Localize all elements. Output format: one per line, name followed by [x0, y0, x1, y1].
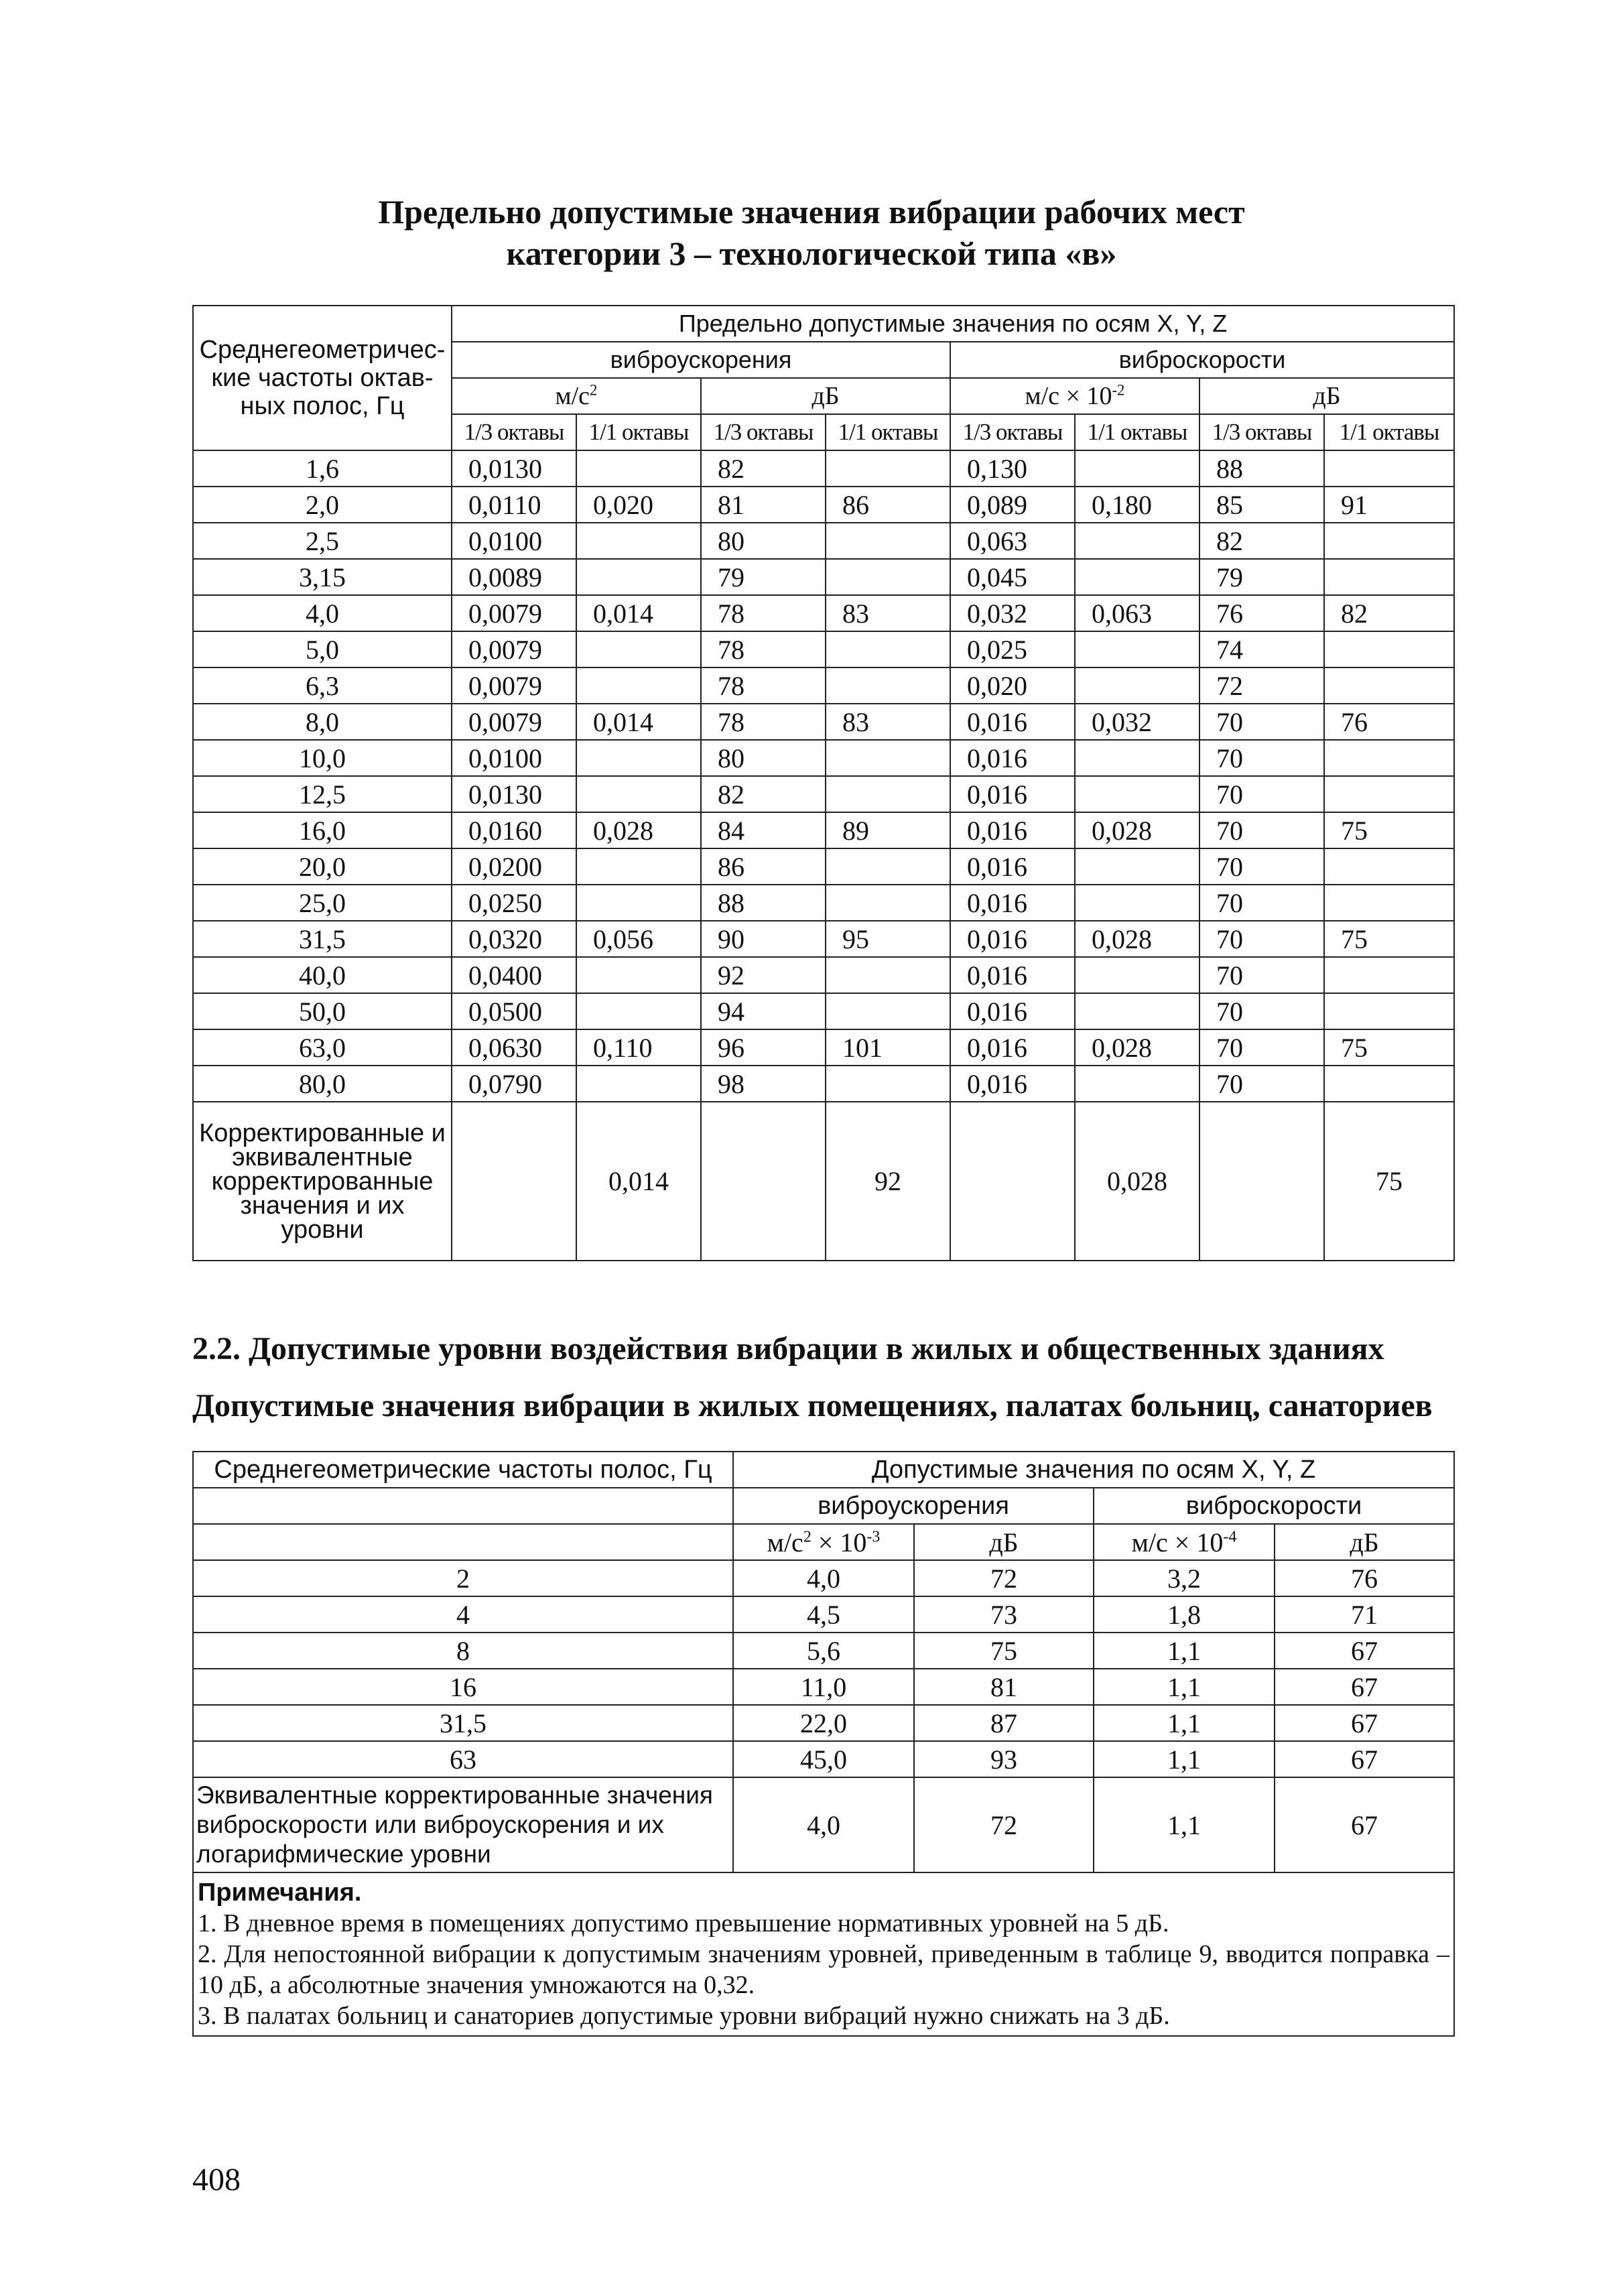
table-cell: 1,1: [1094, 1741, 1275, 1777]
table-cell: [1324, 776, 1454, 812]
table-cell: 4,0: [733, 1777, 914, 1872]
table-cell: [701, 1102, 826, 1261]
table-cell: 0,028: [1075, 812, 1199, 848]
table-footer-row: [193, 1102, 1454, 1261]
frequency-cell: 8,0: [193, 704, 452, 740]
table-cell: [1075, 1066, 1199, 1102]
table-cell: 0,130: [950, 450, 1075, 487]
frequency-cell: 31,5: [193, 921, 452, 957]
section-heading: 2.2. Допустимые уровни воздействия вибрации в жилых и общественных зданиях: [192, 1331, 1384, 1366]
table-cell: 0,0790: [452, 1066, 576, 1102]
velocity-db-unit: дБ: [1275, 1524, 1454, 1560]
frequency-cell: 16: [193, 1669, 733, 1705]
table-cell: 72: [914, 1560, 1094, 1596]
table-cell: 78: [701, 704, 826, 740]
group-header: Предельно допустимые значения по осям X, Y, Z: [452, 306, 1454, 342]
table-cell: 81: [701, 487, 826, 523]
table-row: [193, 1669, 1454, 1705]
table-cell: 0,016: [950, 885, 1075, 921]
frequency-cell: 40,0: [193, 957, 452, 993]
table-cell: 1,8: [1094, 1596, 1275, 1633]
acceleration-header: виброускорения: [733, 1488, 1094, 1524]
table-cell: 101: [826, 1029, 950, 1066]
table-cell: 70: [1199, 957, 1324, 993]
table-cell: [1324, 559, 1454, 595]
table-cell: 0,016: [950, 921, 1075, 957]
table-cell: 88: [1199, 450, 1324, 487]
velocity-unit: $м/с \times 10^{-4}$: [1094, 1524, 1275, 1560]
table-cell: 90: [701, 921, 826, 957]
table-cell: [950, 1102, 1075, 1261]
table-cell: 5,6: [733, 1633, 914, 1669]
table-cell: 0,016: [950, 1066, 1075, 1102]
table-cell: [826, 848, 950, 885]
table-cell: 79: [701, 559, 826, 595]
table-cell: 85: [1199, 487, 1324, 523]
table-cell: 0,0079: [452, 667, 576, 704]
table-row: [193, 1633, 1454, 1669]
table-cell: 0,180: [1075, 487, 1199, 523]
title-line-2: категории 3 – технологической типа «в»: [506, 235, 1117, 272]
frequency-cell: 4: [193, 1596, 733, 1633]
table-cell: [452, 1102, 576, 1261]
table-cell: 0,0100: [452, 740, 576, 776]
equivalent-row: [193, 1777, 1454, 1872]
table-cell: [576, 957, 701, 993]
table-cell: 4,5: [733, 1596, 914, 1633]
frequency-cell: 4,0: [193, 595, 452, 631]
table-cell: 92: [826, 1102, 950, 1261]
frequency-cell: 16,0: [193, 812, 452, 848]
table-row: [193, 667, 1454, 704]
table-cell: 0,056: [576, 921, 701, 957]
page-number: 408: [192, 2162, 241, 2197]
table-cell: 0,016: [950, 740, 1075, 776]
band-label: 1/1 октавы: [1075, 414, 1199, 450]
table-cell: 0,020: [950, 667, 1075, 704]
table-row: [193, 559, 1454, 595]
table-cell: 0,0160: [452, 812, 576, 848]
table-cell: [1075, 885, 1199, 921]
table-row: [193, 812, 1454, 848]
band-label: 1/3 октавы: [452, 414, 576, 450]
frequency-cell: 2: [193, 1560, 733, 1596]
table-cell: 82: [1324, 595, 1454, 631]
accel-db-unit: дБ: [914, 1524, 1094, 1560]
table-cell: 75: [1324, 1102, 1454, 1261]
table-cell: [576, 559, 701, 595]
frequency-cell: 2,0: [193, 487, 452, 523]
workplace-vibration-table: [192, 305, 1455, 1261]
frequency-cell: 63: [193, 1741, 733, 1777]
accel-db-unit: дБ: [701, 378, 950, 414]
table-cell: 67: [1275, 1705, 1454, 1741]
table-cell: 0,0500: [452, 993, 576, 1029]
table-cell: 0,028: [1075, 1102, 1199, 1261]
table-cell: 75: [914, 1633, 1094, 1669]
table-cell: 70: [1199, 704, 1324, 740]
note-item: 1. В дневное время в помещениях допустимо превышение нормативных уровней на 5 дБ.: [198, 1909, 1169, 1937]
table-cell: 82: [1199, 523, 1324, 559]
table-cell: 76: [1199, 595, 1324, 631]
table-row: [193, 487, 1454, 523]
table-cell: 91: [1324, 487, 1454, 523]
table-cell: [576, 523, 701, 559]
table-cell: 1,1: [1094, 1669, 1275, 1705]
table-cell: [576, 740, 701, 776]
table-cell: [193, 1488, 733, 1524]
frequency-header: Среднегеометрические частоты полос, Гц: [193, 1452, 733, 1488]
table-cell: 70: [1199, 740, 1324, 776]
notes: [193, 1872, 1454, 2036]
table-cell: 0,028: [1075, 921, 1199, 957]
velocity-unit: $м/с \times 10^{-2}$: [950, 378, 1199, 414]
table-cell: 76: [1275, 1560, 1454, 1596]
table-cell: 93: [914, 1741, 1094, 1777]
table-cell: 94: [701, 993, 826, 1029]
acceleration-header: виброускорения: [452, 342, 950, 378]
notes-row: [193, 1872, 1454, 2036]
table-row: [193, 1741, 1454, 1777]
table-cell: [826, 523, 950, 559]
note-item: 2. Для непостоянной вибрации к допустимым значениям уровней, приведенным в таблице 9, вводится поправка –10 дБ, а абсолютные значения умножаются на 0,32.: [198, 1940, 1450, 1999]
accel-ms2-unit: $м/с^2$: [452, 378, 701, 414]
table-cell: 0,016: [950, 812, 1075, 848]
table-cell: 71: [1275, 1596, 1454, 1633]
table-cell: 78: [701, 667, 826, 704]
table-cell: 86: [701, 848, 826, 885]
table-cell: 76: [1324, 704, 1454, 740]
table-cell: 0,025: [950, 631, 1075, 667]
table-cell: 98: [701, 1066, 826, 1102]
table-row: [193, 776, 1454, 812]
table-cell: 0,014: [576, 595, 701, 631]
table-cell: 0,0079: [452, 704, 576, 740]
table-cell: 0,0630: [452, 1029, 576, 1066]
table-cell: 84: [701, 812, 826, 848]
band-label: 1/1 октавы: [826, 414, 950, 450]
table-cell: 80: [701, 740, 826, 776]
table-cell: 0,045: [950, 559, 1075, 595]
table-cell: 67: [1275, 1669, 1454, 1705]
table-cell: [576, 667, 701, 704]
table-cell: 70: [1199, 993, 1324, 1029]
frequency-cell: 20,0: [193, 848, 452, 885]
table-cell: 72: [914, 1777, 1094, 1872]
frequency-cell: 5,0: [193, 631, 452, 667]
table-cell: 70: [1199, 776, 1324, 812]
table-row: [193, 993, 1454, 1029]
title-line-1: Предельно допустимые значения вибрации рабочих мест: [378, 193, 1245, 231]
table-cell: [1324, 993, 1454, 1029]
table-cell: 95: [826, 921, 950, 957]
table-cell: [826, 957, 950, 993]
table-cell: 86: [826, 487, 950, 523]
table-cell: [826, 1066, 950, 1102]
table-cell: 75: [1324, 921, 1454, 957]
velocity-db-unit: дБ: [1199, 378, 1454, 414]
table-cell: 72: [1199, 667, 1324, 704]
table-cell: 70: [1199, 885, 1324, 921]
frequency-cell: 63,0: [193, 1029, 452, 1066]
frequency-cell: 8: [193, 1633, 733, 1669]
table-cell: [576, 848, 701, 885]
table-cell: [826, 776, 950, 812]
table-cell: 0,014: [576, 704, 701, 740]
table-cell: 1,1: [1094, 1633, 1275, 1669]
table-cell: [826, 993, 950, 1029]
band-label: 1/3 октавы: [950, 414, 1075, 450]
table-cell: 11,0: [733, 1669, 914, 1705]
frequency-cell: 2,5: [193, 523, 452, 559]
frequency-cell: 12,5: [193, 776, 452, 812]
table-cell: 22,0: [733, 1705, 914, 1741]
group-header: Допустимые значения по осям X, Y, Z: [733, 1452, 1454, 1488]
table-cell: [576, 885, 701, 921]
table-cell: [1324, 885, 1454, 921]
table-row: [193, 631, 1454, 667]
table-cell: 0,014: [576, 1102, 701, 1261]
table-cell: [1075, 776, 1199, 812]
frequency-cell: 80,0: [193, 1066, 452, 1102]
table-cell: 81: [914, 1669, 1094, 1705]
page-title: [0, 191, 1623, 274]
table-cell: 0,0100: [452, 523, 576, 559]
table-cell: 0,016: [950, 776, 1075, 812]
table-cell: 0,0130: [452, 450, 576, 487]
table-cell: [1199, 1102, 1324, 1261]
table-cell: [826, 559, 950, 595]
table-cell: 45,0: [733, 1741, 914, 1777]
table-cell: [826, 667, 950, 704]
table-cell: 70: [1199, 1029, 1324, 1066]
note-item: 3. В палатах больниц и санаториев допустимые уровни вибраций нужно снижать на 3 дБ.: [198, 2002, 1170, 2030]
table-cell: [826, 631, 950, 667]
table-row: [193, 450, 1454, 487]
table-cell: 67: [1275, 1777, 1454, 1872]
table-cell: 0,0130: [452, 776, 576, 812]
table-cell: 0,016: [950, 848, 1075, 885]
table-row: [193, 848, 1454, 885]
table-cell: 0,0250: [452, 885, 576, 921]
table-cell: 0,016: [950, 993, 1075, 1029]
table-cell: 82: [701, 776, 826, 812]
velocity-header: виброскорости: [950, 342, 1454, 378]
table-cell: [1075, 740, 1199, 776]
table-cell: [1075, 993, 1199, 1029]
table-cell: 0,110: [576, 1029, 701, 1066]
table-cell: [826, 740, 950, 776]
frequency-cell: 25,0: [193, 885, 452, 921]
table-row: [193, 1029, 1454, 1066]
table-cell: [1075, 957, 1199, 993]
table-cell: 75: [1324, 812, 1454, 848]
table-cell: [1324, 667, 1454, 704]
table-cell: 0,063: [950, 523, 1075, 559]
table-cell: 96: [701, 1029, 826, 1066]
table-cell: 0,028: [576, 812, 701, 848]
table-row: [193, 885, 1454, 921]
table-cell: 0,032: [950, 595, 1075, 631]
table-cell: [1324, 523, 1454, 559]
table-cell: [1075, 450, 1199, 487]
frequency-header: Среднегеометричес-кие частоты октав-ных полос, Гц: [193, 306, 452, 450]
table-cell: 88: [701, 885, 826, 921]
frequency-cell: 31,5: [193, 1705, 733, 1741]
table-cell: [576, 450, 701, 487]
table-cell: 1,1: [1094, 1705, 1275, 1741]
table-cell: 83: [826, 595, 950, 631]
table-row: [193, 1596, 1454, 1633]
table-cell: 0,020: [576, 487, 701, 523]
table-row: [193, 595, 1454, 631]
table-row: [193, 1705, 1454, 1741]
table-cell: 1,1: [1094, 1777, 1275, 1872]
table-cell: [826, 885, 950, 921]
table-cell: [1075, 559, 1199, 595]
table-cell: 82: [701, 450, 826, 487]
table-cell: 0,0110: [452, 487, 576, 523]
table-cell: 70: [1199, 848, 1324, 885]
table-cell: 0,016: [950, 704, 1075, 740]
band-label: 1/1 октавы: [576, 414, 701, 450]
table-cell: 70: [1199, 1066, 1324, 1102]
table-cell: [193, 1524, 733, 1560]
table-row: [193, 957, 1454, 993]
table-cell: [1324, 957, 1454, 993]
table-cell: 79: [1199, 559, 1324, 595]
table-cell: 0,0200: [452, 848, 576, 885]
table-cell: 0,089: [950, 487, 1075, 523]
frequency-cell: 1,6: [193, 450, 452, 487]
table-cell: 0,016: [950, 957, 1075, 993]
equivalent-values-label: Эквивалентные корректированные значения виброскорости или виброускорения и их логарифмические уровни: [193, 1777, 733, 1872]
frequency-cell: 50,0: [193, 993, 452, 1029]
table-cell: 67: [1275, 1741, 1454, 1777]
table-cell: 0,032: [1075, 704, 1199, 740]
table-cell: [576, 776, 701, 812]
table-cell: [1324, 848, 1454, 885]
table-cell: 0,0079: [452, 631, 576, 667]
band-label: 1/3 октавы: [1199, 414, 1324, 450]
table-cell: [1075, 523, 1199, 559]
table-cell: 0,0400: [452, 957, 576, 993]
table-cell: 67: [1275, 1633, 1454, 1669]
table-cell: [1324, 1066, 1454, 1102]
table-cell: 74: [1199, 631, 1324, 667]
table-cell: 87: [914, 1705, 1094, 1741]
table-cell: 4,0: [733, 1560, 914, 1596]
table-row: [193, 1066, 1454, 1102]
residential-vibration-table: [192, 1451, 1455, 2037]
accel-unit: $м/с^2 \times 10^{-3}$: [733, 1524, 914, 1560]
table-cell: 0,0079: [452, 595, 576, 631]
table-cell: 73: [914, 1596, 1094, 1633]
band-label: 1/1 октавы: [1324, 414, 1454, 450]
table-cell: [1324, 631, 1454, 667]
table-cell: [826, 450, 950, 487]
table-cell: 92: [701, 957, 826, 993]
table-row: [193, 921, 1454, 957]
table-cell: 3,2: [1094, 1560, 1275, 1596]
table-cell: [1075, 667, 1199, 704]
corrected-values-label: Корректированные и эквивалентные корректированные значения и их уровни: [193, 1102, 452, 1261]
table-cell: [1075, 631, 1199, 667]
table-row: [193, 1560, 1454, 1596]
table-cell: 0,028: [1075, 1029, 1199, 1066]
table-cell: 78: [701, 631, 826, 667]
table-cell: 89: [826, 812, 950, 848]
table-cell: 70: [1199, 921, 1324, 957]
frequency-cell: 6,3: [193, 667, 452, 704]
table-cell: [1324, 740, 1454, 776]
table-cell: 0,016: [950, 1029, 1075, 1066]
table-cell: 83: [826, 704, 950, 740]
table-cell: 0,0089: [452, 559, 576, 595]
table-cell: 70: [1199, 812, 1324, 848]
table-cell: 78: [701, 595, 826, 631]
band-label: 1/3 октавы: [701, 414, 826, 450]
table-cell: [576, 631, 701, 667]
table-cell: [1075, 848, 1199, 885]
table-cell: 0,0320: [452, 921, 576, 957]
notes-heading: Примечания.: [198, 1878, 362, 1907]
table-cell: 75: [1324, 1029, 1454, 1066]
table-cell: [576, 993, 701, 1029]
table-cell: [1324, 450, 1454, 487]
table-row: [193, 704, 1454, 740]
frequency-cell: 10,0: [193, 740, 452, 776]
table-row: [193, 523, 1454, 559]
velocity-header: виброскорости: [1094, 1488, 1454, 1524]
table-cell: 80: [701, 523, 826, 559]
table-cell: [576, 1066, 701, 1102]
frequency-cell: 3,15: [193, 559, 452, 595]
table-cell: 0,063: [1075, 595, 1199, 631]
section-subheading: Допустимые значения вибрации в жилых помещениях, палатах больниц, санаториев: [192, 1388, 1433, 1423]
table-row: [193, 740, 1454, 776]
